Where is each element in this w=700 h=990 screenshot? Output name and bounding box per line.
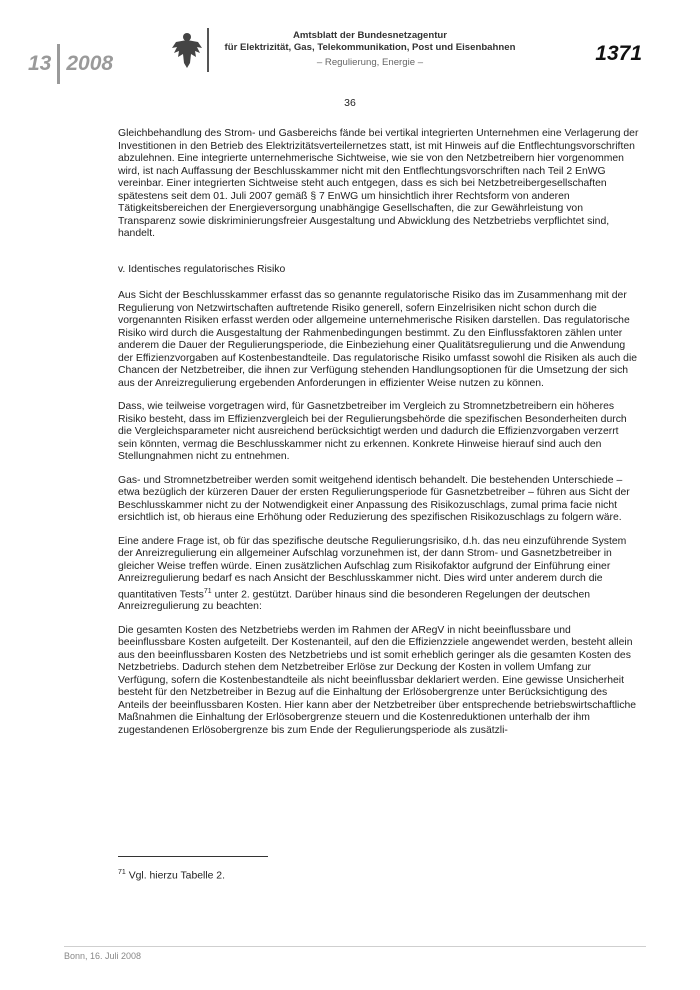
paragraph-text: Eine andere Frage ist, ob für das spezifische deutsche Regulierungsrisiko, d.h. das neu einzuführende System der Anreizregulierung ein allgemeiner Aufschlag vorzunehmen ist, der dann Strom- und Gasnetzbetreiber in gleicher Weise treffen würde. Einen zusätzlichen Aufschlag zum Risikofaktor aufgrund der Einführung einer Anreizregulierung bedarf es nach Ansicht der Beschlusskammer nicht. Dies wird unter anderem durch die quantitativen Tests — [118, 535, 627, 600]
page-number: 1371 — [595, 42, 642, 65]
issue-label — [28, 44, 113, 84]
footnote-number: 71 — [118, 869, 126, 876]
paragraph: Gleichbehandlung des Strom- und Gasbereichs fände bei vertikal integrierten Unternehmen eine Verlagerung der Investitionen in den Betrieb des Elektrizitätsverteilernetzes statt, ist mit Hinweis auf die Entflechtungsvorschriften abzulehnen. Eine integrierte unternehmerische Sichtweise, wie sie von den Netzbetreibern hier vorgenommen wird, ist nach Auffassung der Beschlusskammer nicht mit den Entflechtungsvorschriften nach Teil 2 EnWG vereinbar. Einer integrierten Sichtweise steht auch entgegen, dass es sich bei Netzbetreibergesellschaften spätestens seit dem 01. Juli 2007 gemäß § 7 EnWG um hinsichtlich ihrer Rechtsform von anderen Tätigkeitsbereichen der Energieversorgung unabhängige Gesellschaften, die zur Gewährleistung von Transparenz sowie diskriminierungsfreier Ausgestaltung und Abwicklung des Netzbetriebs verpflichtet sind, handelt. — [118, 128, 639, 239]
footer-date: Bonn, 16. Juli 2008 — [64, 951, 142, 961]
issue-year: 2008 — [66, 52, 114, 75]
paragraph-text: unter 2. gestützt. Darüber hinaus sind die besonderen Regelungen der deutschen Anreizregulierung zu beachten: — [118, 588, 591, 613]
paragraph: Aus Sicht der Beschlusskammer erfasst das so genannte regulatorische Risiko das im Zusammenhang mit der Regulierung von Netzwirtschaften auftretende Risiko generell, sofern Einzelrisiken nicht schon durch die vorgenannten Risiken erfasst werden oder allgemeine unternehmerische Risiken darstellen. Das regulatorische Risiko wird durch die Ausgestaltung der Rahmenbedingungen bestimmt. Zu den Einflussfaktoren zählen unter anderem die Dauer der Regulierungsperiode, die Einbeziehung einer Qualitätsregulierung und die Anwendung der Effizienzvorgaben auf Kostenbestandteile. Das regulatorische Risiko umfasst sowohl die Risiken als auch die Chancen der Netzbetreiber, die ihnen zur Verfügung stehenden Handlungsoptionen für die Umsetzung der sich aus der Anreizregulierung ergebenden Anforderungen in effizienter Weise nutzen zu können. — [118, 290, 638, 389]
issue-separator — [57, 44, 60, 84]
paragraph: Dass, wie teilweise vorgetragen wird, für Gasnetzbetreiber im Vergleich zu Stromnetzbetreibern ein höheres Risiko besteht, dass im Effizienzvergleich bei der Regulierungsbehörde die spezifischen Besonderheiten durch die Vergleichsparameter nicht ausreichend berücksichtigt werden und dadurch die Effizienzvorgaben verzerrt sein könnten, vermag die Beschlusskammer nicht zu erkennen. Konkrete Hinweise hierauf sind auch den Stellungnahmen nicht zu entnehmen. — [118, 401, 627, 462]
footnote-reference[interactable]: 71 — [203, 587, 212, 595]
header-divider — [207, 28, 209, 72]
paragraph: Gas- und Stromnetzbetreiber werden somit weitgehend identisch behandelt. Die bestehenden Unterschiede – etwa bezüglich der kürzeren Dauer der ersten Regulierungsperiode für Gasnetzbetreiber – führen aus Sicht der Beschlusskammer nicht zu der Notwendigkeit einer Anpassung des Risikozuschlags, zumal prima facie nicht ersichtlich ist, ob hieraus eine Erhöhung oder Reduzierung des spezifischen Risikozuschlags zu folgern wäre. — [118, 474, 630, 523]
issue-number: 13 — [28, 52, 52, 75]
publication-header — [220, 30, 520, 69]
publication-subtitle: – Regulierung, Energie – — [316, 57, 424, 68]
section-heading: v. Identisches regulatorisches Risiko — [118, 263, 286, 275]
federal-eagle-icon — [170, 30, 204, 70]
footnote-divider — [118, 856, 268, 857]
publication-title-line1: Amtsblatt der Bundesnetzagentur — [292, 30, 448, 41]
document-body — [118, 128, 640, 748]
paragraph: Die gesamten Kosten des Netzbetriebs werden im Rahmen der ARegV in nicht beeinflussbare und beeinflussbare Kosten aufgeteilt. Der Kostenanteil, auf den die Effizienzziele angewendet werden, besteht allein aus den beeinflussbaren Kosten des Netzbetriebs und ist somit erheblich geringer als die gesamten Kosten des Netzbetriebs. Dadurch stehen dem Netzbetreiber Erlöse zur Deckung der Kosten in vollem Umfang zur Verfügung, sofern die Kostenbestandteile als nicht beeinflussbar deklariert werden. Eine gewisse Unsicherheit besteht für den Netzbetreiber in Bezug auf die Einhaltung der Erlösobergrenze unter Berücksichtigung des Anteils der beeinflussbaren Kosten. Hier kann aber der Netzbetreiber über entsprechende betriebswirtschaftliche Maßnahmen die Einhaltung der Erlösobergrenze steuern und die Kostenreduktionen unterhalb der ihm zugestandenen Erlösobergrenze bis zum Ende der Regulierungsperiode als zusätzli- — [118, 624, 637, 736]
footnote — [118, 869, 225, 881]
footer-divider — [64, 946, 646, 947]
paragraph — [118, 536, 640, 614]
publication-title-line2: für Elektrizität, Gas, Telekommunikation, Post und Eisenbahnen — [224, 42, 516, 53]
footnote-text: Vgl. hierzu Tabelle 2. — [128, 870, 225, 882]
inner-page-number: 36 — [344, 97, 356, 109]
